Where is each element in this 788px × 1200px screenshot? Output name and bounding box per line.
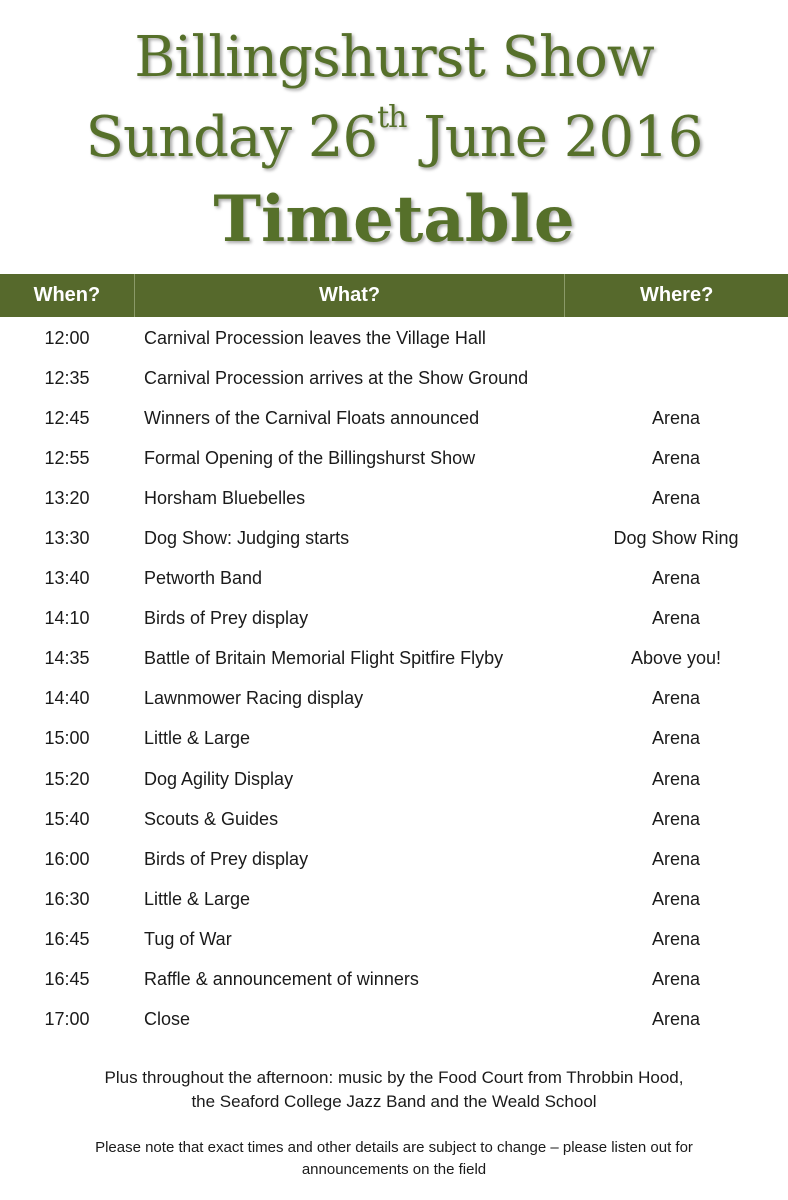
disclaimer-line2: announcements on the field: [301, 1161, 487, 1178]
disclaimer-note: [0, 1137, 788, 1181]
row-event: Battle of Britain Memorial Flight Spitfire Flyby: [144, 648, 504, 669]
header-where: Where?: [639, 284, 714, 306]
row-time: 15:20: [44, 768, 90, 789]
row-event: Carnival Procession arrives at the Show Ground: [144, 367, 529, 388]
timetable-header: [0, 274, 788, 317]
row-event: Birds of Prey display: [144, 608, 309, 629]
row-location: Arena: [651, 969, 701, 990]
row-event: Carnival Procession leaves the Village Hall: [144, 327, 486, 348]
row-event: Formal Opening of the Billingshurst Show: [144, 447, 476, 468]
row-time: 15:00: [44, 728, 90, 749]
row-event: Raffle & announcement of winners: [144, 969, 419, 990]
row-location: Arena: [651, 1009, 701, 1030]
row-event: Scouts & Guides: [144, 808, 279, 829]
table-row: [0, 478, 788, 518]
row-time: 12:35: [44, 367, 90, 388]
table-row: [0, 518, 788, 558]
timetable-rows: [0, 318, 788, 1040]
row-location: Arena: [651, 768, 701, 789]
row-location: Arena: [651, 688, 701, 709]
row-location: Above you!: [630, 648, 722, 669]
row-time: 16:45: [44, 928, 90, 949]
row-time: 14:10: [44, 608, 90, 629]
row-location: Arena: [651, 808, 701, 829]
row-location: Arena: [651, 407, 701, 428]
show-name: Billingshurst Show: [134, 25, 654, 90]
header-when: When?: [0, 274, 135, 317]
row-event: Horsham Bluebelles: [144, 487, 306, 508]
table-row: [0, 839, 788, 879]
row-event: Little & Large: [144, 728, 251, 749]
row-event: Little & Large: [144, 888, 251, 909]
row-time: 16:30: [44, 888, 90, 909]
page-title: Timetable: [213, 182, 575, 257]
table-row: [0, 879, 788, 919]
throughout-note-line1: Plus throughout the afternoon: music by the Food Court from Throbbin Hood,: [104, 1068, 684, 1087]
table-row: [0, 799, 788, 839]
row-time: 16:00: [44, 848, 90, 869]
row-location: Arena: [651, 447, 701, 468]
row-location: Arena: [651, 608, 701, 629]
row-event: Birds of Prey display: [144, 848, 309, 869]
show-date-day: Sunday 26: [85, 105, 378, 170]
row-event: Winners of the Carnival Floats announced: [144, 407, 480, 428]
table-row: [0, 639, 788, 679]
table-row: [0, 599, 788, 639]
show-date-suffix: th: [377, 100, 407, 135]
row-event: Petworth Band: [144, 568, 263, 589]
table-row: [0, 358, 788, 398]
show-date: [0, 98, 788, 178]
row-location: Arena: [651, 568, 701, 589]
row-time: 14:35: [44, 648, 90, 669]
row-time: 12:45: [44, 407, 90, 428]
table-row: [0, 398, 788, 438]
header-what: What?: [135, 274, 565, 317]
table-row: [0, 719, 788, 759]
row-time: 12:55: [44, 447, 90, 468]
row-location: Arena: [651, 928, 701, 949]
table-row: [0, 679, 788, 719]
row-location: Dog Show Ring: [613, 528, 739, 549]
row-time: 17:00: [44, 1009, 90, 1030]
row-event: Lawnmower Racing display: [144, 688, 364, 709]
row-event: Close: [144, 1009, 191, 1030]
disclaimer-line1: Please note that exact times and other details are subject to change – please listen out for: [95, 1139, 693, 1156]
row-location: Arena: [651, 487, 701, 508]
row-time: 14:40: [44, 688, 90, 709]
throughout-note: [0, 1066, 788, 1114]
table-row: [0, 559, 788, 599]
row-location: Arena: [651, 848, 701, 869]
row-time: 13:20: [44, 487, 90, 508]
row-time: 12:00: [44, 327, 90, 348]
table-row: [0, 1000, 788, 1040]
title-block: [0, 18, 788, 262]
row-location: Arena: [651, 888, 701, 909]
row-time: 13:40: [44, 568, 90, 589]
row-time: 15:40: [44, 808, 90, 829]
row-event: Tug of War: [144, 928, 232, 949]
row-time: 13:30: [44, 528, 90, 549]
row-time: 16:45: [44, 969, 90, 990]
show-date-month-year: June 2016: [406, 105, 703, 170]
throughout-note-line2: the Seaford College Jazz Band and the Weald School: [191, 1092, 597, 1111]
row-event: Dog Agility Display: [144, 768, 294, 789]
row-event: Dog Show: Judging starts: [144, 528, 350, 549]
row-location: Arena: [651, 728, 701, 749]
table-row: [0, 318, 788, 358]
table-row: [0, 438, 788, 478]
table-row: [0, 960, 788, 1000]
table-row: [0, 759, 788, 799]
table-row: [0, 919, 788, 959]
